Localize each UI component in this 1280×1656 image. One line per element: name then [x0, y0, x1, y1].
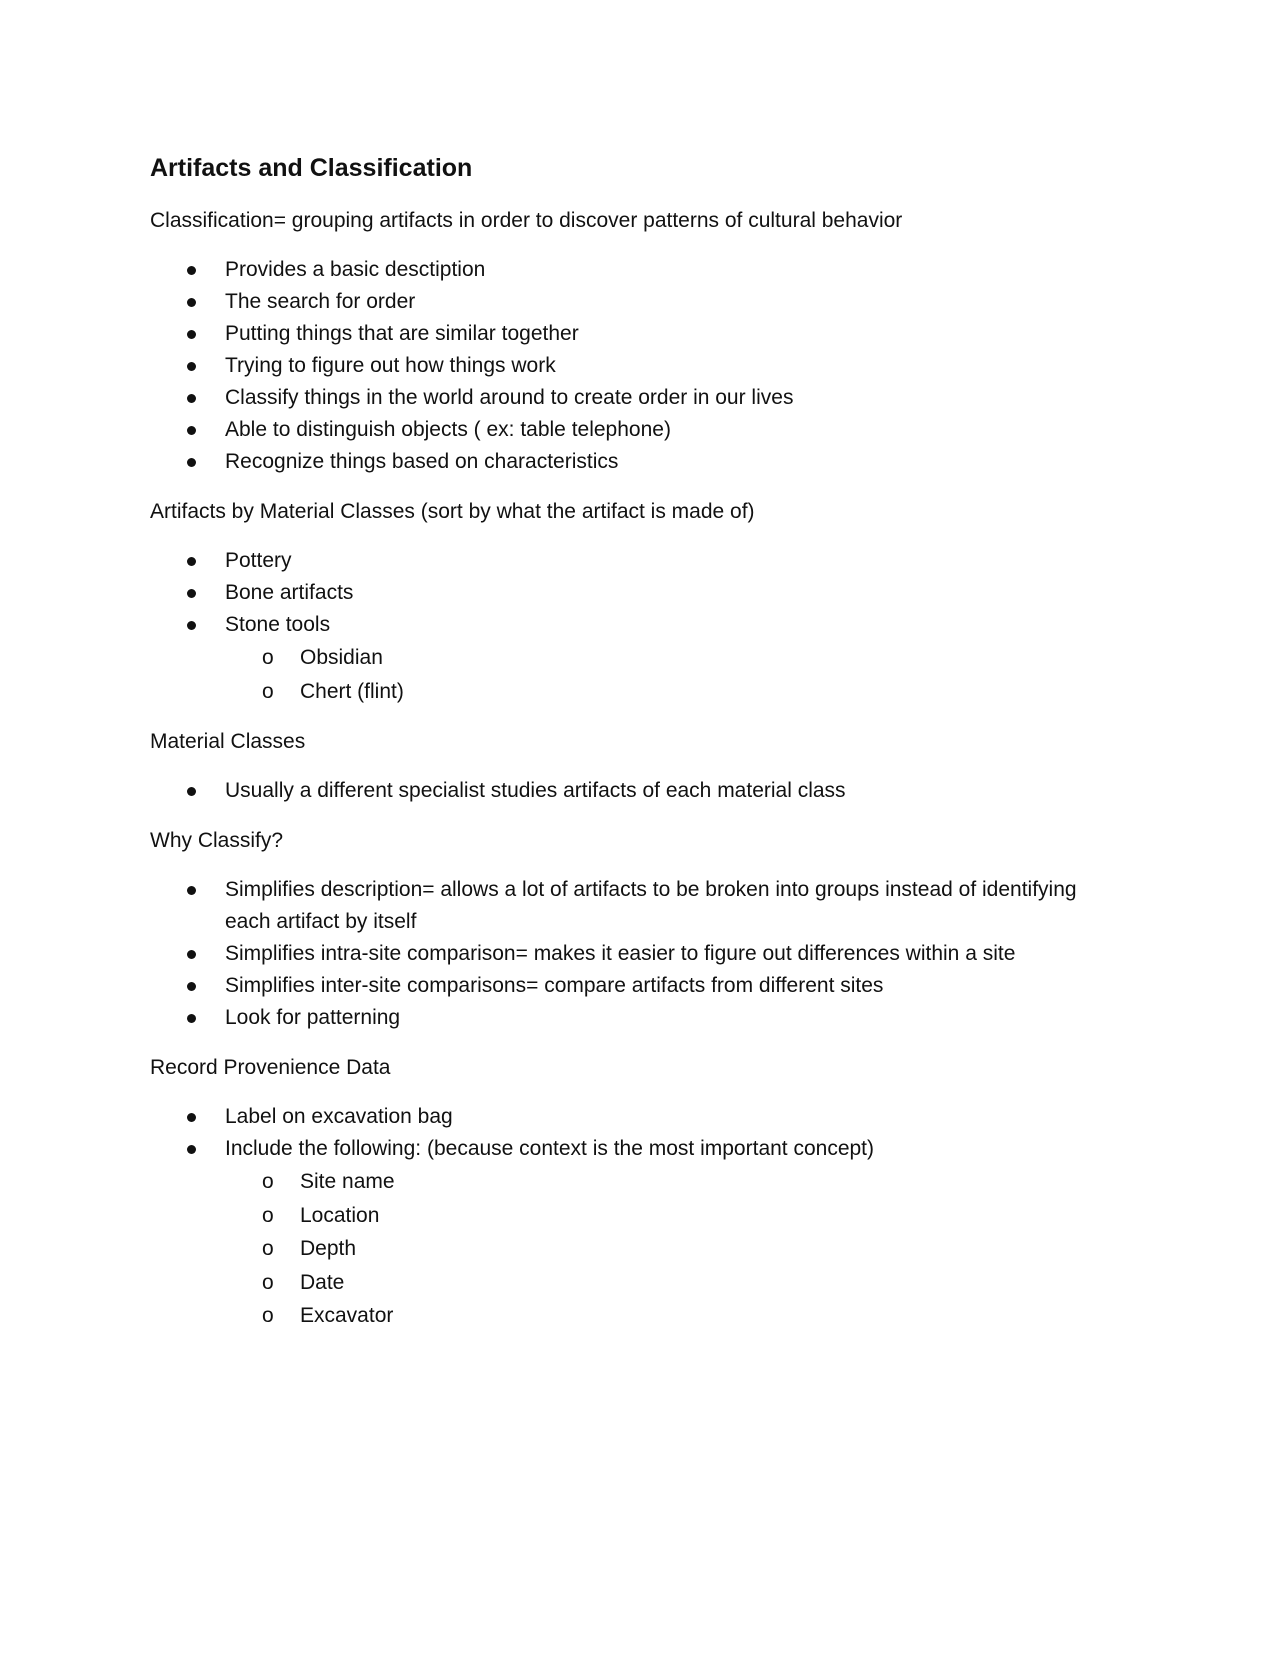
provenience-list	[150, 1101, 1110, 1333]
list-item: Bone artifacts	[150, 577, 1110, 609]
circle-bullet-icon: o	[262, 1170, 274, 1193]
circle-bullet-icon: o	[262, 646, 274, 669]
material-classes-heading: Material Classes	[150, 730, 306, 753]
list-item: Pottery	[150, 545, 1110, 577]
bullet-icon	[187, 362, 196, 371]
list-item: Able to distinguish objects ( ex: table telephone)	[150, 414, 1110, 446]
page-title: Artifacts and Classification	[150, 154, 473, 182]
bullet-icon	[187, 266, 196, 275]
why-classify-list	[150, 874, 1110, 1034]
list-item: Trying to figure out how things work	[150, 350, 1110, 382]
list-item: Simplifies inter-site comparisons= compare artifacts from different sites	[150, 970, 1110, 1002]
bullet-icon	[187, 787, 196, 796]
list-item: Recognize things based on characteristics	[150, 446, 1110, 478]
bullet-icon	[187, 557, 196, 566]
list-item: Label on excavation bag	[150, 1101, 1110, 1133]
circle-bullet-icon: o	[262, 1237, 274, 1260]
bullet-icon	[187, 298, 196, 307]
circle-bullet-icon: o	[262, 679, 274, 703]
sub-list-item: o Depth	[225, 1232, 1110, 1266]
bullet-icon	[187, 426, 196, 435]
circle-bullet-icon: o	[262, 1203, 274, 1227]
sub-list-item: o Date	[225, 1266, 1110, 1300]
bullet-icon	[187, 589, 196, 598]
list-item: Simplifies intra-site comparison= makes it easier to figure out differences within a site	[150, 938, 1110, 970]
circle-bullet-icon: o	[262, 1270, 274, 1294]
provenience-heading: Record Provenience Data	[150, 1056, 391, 1079]
bullet-icon	[187, 1014, 196, 1023]
sub-list-item: o Excavator	[225, 1299, 1110, 1333]
sub-list-item: o Site name	[225, 1165, 1110, 1199]
document-body	[150, 150, 1110, 1351]
list-item: Stone tools o Obsidian o Chert (flint)	[150, 609, 1110, 708]
circle-bullet-icon: o	[262, 1304, 274, 1327]
list-item: The search for order	[150, 286, 1110, 318]
sub-list-item: o Location	[225, 1199, 1110, 1233]
bullet-icon	[187, 982, 196, 991]
provenience-sublist	[225, 1165, 1110, 1333]
sub-list-item: o Obsidian	[225, 641, 1110, 675]
list-item: Simplifies description= allows a lot of artifacts to be broken into groups instead of identifying each artifact by itself	[150, 874, 1110, 938]
bullet-icon	[187, 950, 196, 959]
list-item: Include the following: (because context is the most important concept) o Site name o Location o Depth o Date o Excavator	[150, 1133, 1110, 1333]
list-item: Look for patterning	[150, 1002, 1110, 1034]
why-classify-heading: Why Classify?	[150, 829, 284, 852]
list-item: Classify things in the world around to create order in our lives	[150, 382, 1110, 414]
intro-paragraph: Classification= grouping artifacts in order to discover patterns of cultural behavior	[150, 209, 903, 232]
list-item: Putting things that are similar together	[150, 318, 1110, 350]
bullet-icon	[187, 1145, 196, 1154]
material-heading: Artifacts by Material Classes (sort by what the artifact is made of)	[150, 500, 755, 523]
stone-tools-sublist	[225, 641, 1110, 708]
material-list	[150, 545, 1110, 708]
bullet-icon	[187, 621, 196, 630]
bullet-icon	[187, 458, 196, 467]
bullet-icon	[187, 330, 196, 339]
intro-list	[150, 254, 1110, 478]
list-item: Provides a basic desctiption	[150, 254, 1110, 286]
bullet-icon	[187, 886, 196, 895]
bullet-icon	[187, 394, 196, 403]
list-item: Usually a different specialist studies artifacts of each material class	[150, 775, 1110, 807]
material-classes-list	[150, 775, 1110, 807]
bullet-icon	[187, 1113, 196, 1122]
sub-list-item: o Chert (flint)	[225, 675, 1110, 709]
